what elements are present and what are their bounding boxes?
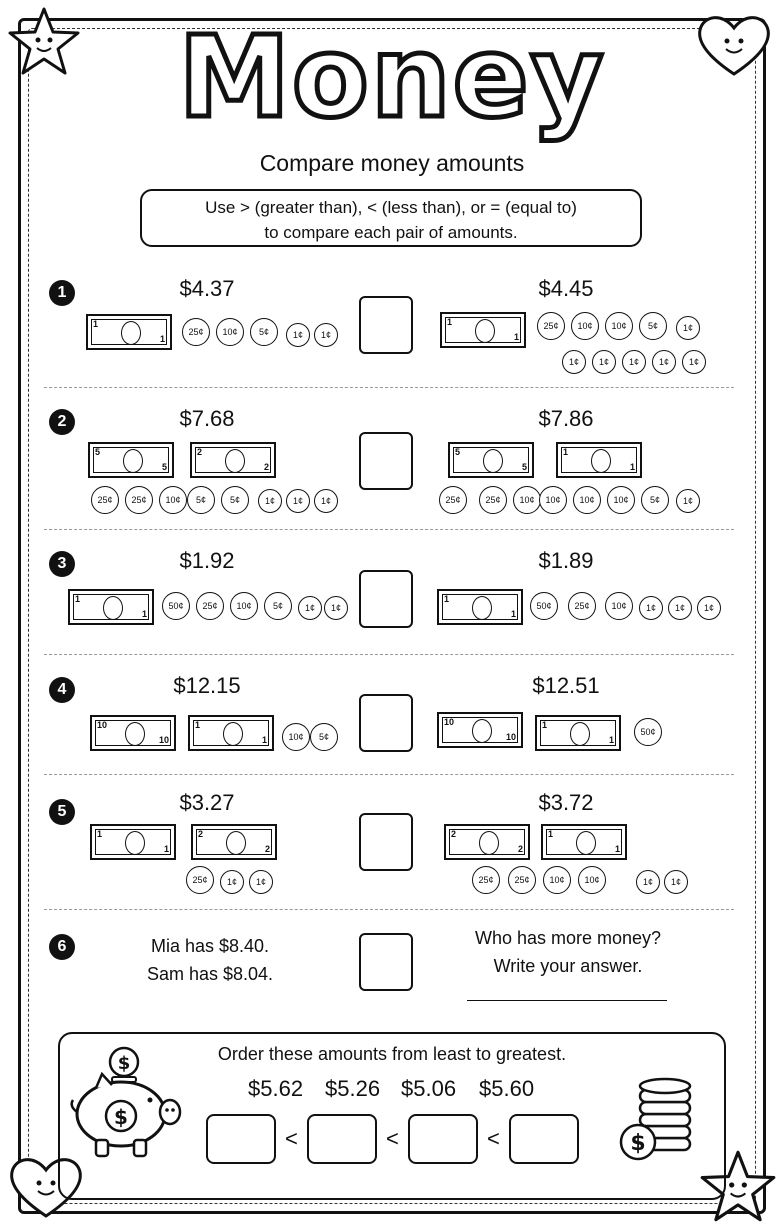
coin: 10¢ — [578, 866, 606, 894]
problem6-statement — [110, 932, 310, 988]
dollar-bill: 2 2 — [191, 824, 277, 860]
problem-number: 4 — [49, 677, 75, 703]
svg-text:$: $ — [117, 1053, 131, 1074]
coin: 1¢ — [314, 323, 338, 347]
dollar-bill: 10 10 — [90, 715, 176, 751]
coin: 1¢ — [258, 489, 282, 513]
coin: 1¢ — [652, 350, 676, 374]
coin: 10¢ — [216, 318, 244, 346]
instructions-line: to compare each pair of amounts. — [264, 223, 518, 242]
dollar-bill: 2 2 — [444, 824, 530, 860]
coin: 25¢ — [91, 486, 119, 514]
less-than-symbol: < — [487, 1126, 500, 1151]
right-amount: $12.51 — [532, 673, 600, 698]
coin: 10¢ — [571, 312, 599, 340]
answer-box[interactable] — [359, 432, 413, 490]
less-than-symbol: < — [285, 1126, 298, 1151]
coin: 1¢ — [249, 870, 273, 894]
coin: 1¢ — [286, 323, 310, 347]
left-amount: $12.15 — [173, 673, 241, 698]
answer-box[interactable] — [359, 694, 413, 752]
coin: 1¢ — [562, 350, 586, 374]
answer-box[interactable] — [359, 813, 413, 871]
coin: 5¢ — [187, 486, 215, 514]
svg-text:$: $ — [114, 1105, 128, 1129]
coin: 50¢ — [634, 718, 662, 746]
coin: 5¢ — [639, 312, 667, 340]
problem-number: 5 — [49, 799, 75, 825]
coin: 5¢ — [310, 723, 338, 751]
coin: 25¢ — [182, 318, 210, 346]
coin: 1¢ — [668, 596, 692, 620]
coin: 1¢ — [676, 489, 700, 513]
coin: 1¢ — [298, 596, 322, 620]
less-than-symbol: < — [386, 1126, 399, 1151]
coin: 10¢ — [543, 866, 571, 894]
answer-box[interactable] — [359, 296, 413, 354]
coin: 25¢ — [125, 486, 153, 514]
left-amount: $1.92 — [179, 548, 235, 573]
answer-line[interactable] — [467, 1000, 667, 1001]
ordering-title: Order these amounts from least to greatest. — [217, 1044, 567, 1064]
left-amount: $3.27 — [179, 790, 235, 815]
coin: 1¢ — [639, 596, 663, 620]
problem-number: 1 — [49, 280, 75, 306]
coin: 10¢ — [607, 486, 635, 514]
left-amount: $7.68 — [179, 406, 235, 431]
order-answer-box[interactable] — [307, 1114, 377, 1164]
problem6-line: Mia has $8.40. — [150, 936, 270, 956]
coin: 5¢ — [250, 318, 278, 346]
coin: 10¢ — [282, 723, 310, 751]
coin: 10¢ — [230, 592, 258, 620]
coin: 10¢ — [539, 486, 567, 514]
coin: 1¢ — [286, 489, 310, 513]
row-divider — [44, 909, 734, 910]
coin: 5¢ — [221, 486, 249, 514]
order-answer-box[interactable] — [408, 1114, 478, 1164]
row-divider — [44, 387, 734, 388]
coin: 25¢ — [196, 592, 224, 620]
right-amount: $4.45 — [538, 276, 594, 301]
left-amount: $4.37 — [179, 276, 235, 301]
coin: 1¢ — [622, 350, 646, 374]
problem6-question-line: Who has more money? — [474, 928, 662, 948]
coin: 10¢ — [605, 312, 633, 340]
coin: 1¢ — [324, 596, 348, 620]
row-divider — [44, 774, 734, 775]
answer-box[interactable] — [359, 570, 413, 628]
order-amount: $5.62 — [248, 1076, 304, 1101]
problem6-line: Sam has $8.04. — [146, 964, 274, 984]
coin: 25¢ — [186, 866, 214, 894]
order-amount: $5.26 — [325, 1076, 381, 1101]
svg-text:$: $ — [630, 1131, 646, 1156]
order-amount: $5.60 — [479, 1076, 535, 1101]
coin: 1¢ — [220, 870, 244, 894]
coin: 10¢ — [159, 486, 187, 514]
piggy-bank-icon — [66, 1044, 186, 1160]
dollar-bill: 1 1 — [440, 312, 526, 348]
order-answer-box[interactable] — [206, 1114, 276, 1164]
order-amount: $5.06 — [401, 1076, 457, 1101]
row-divider — [44, 529, 734, 530]
right-amount: $7.86 — [538, 406, 594, 431]
dollar-bill: 5 5 — [448, 442, 534, 478]
dollar-bill: 1 1 — [541, 824, 627, 860]
coin: 25¢ — [568, 592, 596, 620]
problem6-question — [448, 924, 688, 980]
coin: 1¢ — [682, 350, 706, 374]
problem6-question-line: Write your answer. — [493, 956, 643, 976]
right-amount: $1.89 — [538, 548, 594, 573]
instructions-box — [140, 189, 642, 247]
coin: 25¢ — [479, 486, 507, 514]
coin: 5¢ — [264, 592, 292, 620]
page-title: Money — [178, 13, 606, 143]
dollar-bill: 1 1 — [437, 589, 523, 625]
dollar-bill: 1 1 — [86, 314, 172, 350]
coin: 10¢ — [513, 486, 541, 514]
dollar-bill: 1 1 — [68, 589, 154, 625]
order-answer-box[interactable] — [509, 1114, 579, 1164]
problem-number: 3 — [49, 551, 75, 577]
problem-number: 2 — [49, 409, 75, 435]
coin: 1¢ — [697, 596, 721, 620]
coin: 5¢ — [641, 486, 669, 514]
coin: 25¢ — [508, 866, 536, 894]
coin: 10¢ — [605, 592, 633, 620]
page-subtitle: Compare money amounts — [259, 150, 525, 176]
row-divider — [44, 654, 734, 655]
dollar-bill: 1 1 — [535, 715, 621, 751]
coin: 50¢ — [162, 592, 190, 620]
answer-box[interactable] — [359, 933, 413, 991]
dollar-bill: 2 2 — [190, 442, 276, 478]
dollar-bill: 1 1 — [556, 442, 642, 478]
dollar-bill: 10 10 — [437, 712, 523, 748]
dollar-bill: 5 5 — [88, 442, 174, 478]
dollar-bill: 1 1 — [90, 824, 176, 860]
coin-stack-icon — [614, 1076, 698, 1166]
instructions-line: Use > (greater than), < (less than), or = (equal to) — [205, 198, 577, 217]
coin: 10¢ — [573, 486, 601, 514]
coin: 25¢ — [439, 486, 467, 514]
coin: 25¢ — [472, 866, 500, 894]
coin: 1¢ — [636, 870, 660, 894]
coin: 1¢ — [592, 350, 616, 374]
dollar-bill: 1 1 — [188, 715, 274, 751]
coin: 1¢ — [664, 870, 688, 894]
coin: 25¢ — [537, 312, 565, 340]
problem-number: 6 — [49, 934, 75, 960]
coin: 50¢ — [530, 592, 558, 620]
coin: 1¢ — [676, 316, 700, 340]
right-amount: $3.72 — [538, 790, 594, 815]
coin: 1¢ — [314, 489, 338, 513]
